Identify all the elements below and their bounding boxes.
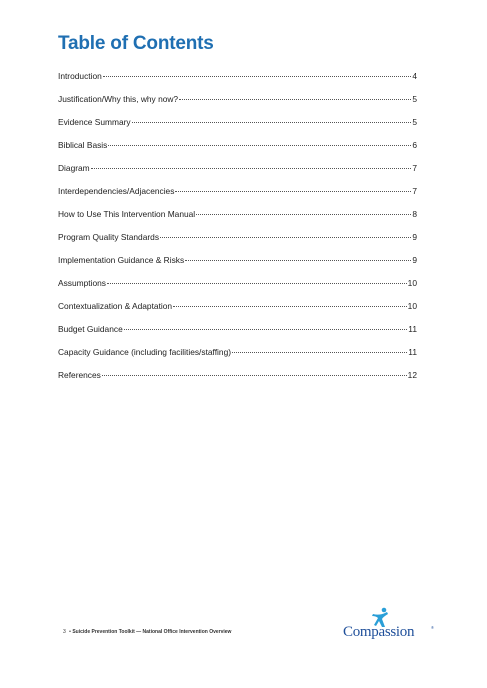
toc-entry-label: Diagram bbox=[58, 163, 90, 173]
toc-entry-label: Capacity Guidance (including facilities/staffing) bbox=[58, 347, 232, 357]
toc-entry-page: 5 bbox=[412, 94, 417, 104]
toc-entry-label: Biblical Basis bbox=[58, 140, 108, 150]
page-title: Table of Contents bbox=[58, 33, 214, 54]
toc-leader-dots bbox=[179, 98, 411, 100]
toc-entry-how-to-use[interactable] bbox=[58, 203, 417, 226]
toc-entry-contextualization[interactable] bbox=[58, 295, 417, 318]
toc-entry-page: 4 bbox=[412, 71, 417, 81]
toc-entry-page: 7 bbox=[412, 163, 417, 173]
toc-leader-dots bbox=[124, 328, 408, 330]
toc-entry-page: 11 bbox=[408, 347, 417, 357]
toc-entry-interdependencies[interactable] bbox=[58, 180, 417, 203]
toc-entry-program-quality-standards[interactable] bbox=[58, 226, 417, 249]
toc-entry-page: 12 bbox=[407, 370, 417, 380]
toc-entry-label: Budget Guidance bbox=[58, 324, 123, 334]
toc-entry-references[interactable] bbox=[58, 364, 417, 387]
footer-page-number: 3 bbox=[63, 629, 66, 635]
toc-entry-page: 9 bbox=[412, 255, 417, 265]
toc-entry-assumptions[interactable] bbox=[58, 272, 417, 295]
logo-wordmark: Compassion bbox=[343, 624, 415, 640]
footer-document-title: Suicide Prevention Toolkit — National Office Intervention Overview bbox=[72, 629, 232, 635]
toc-entry-label: Interdependencies/Adjacencies bbox=[58, 186, 175, 196]
toc-leader-dots bbox=[132, 121, 412, 123]
toc-leader-dots bbox=[175, 190, 411, 192]
toc-leader-dots bbox=[185, 259, 411, 261]
toc-entry-page: 8 bbox=[412, 209, 417, 219]
toc-entry-implementation-guidance[interactable] bbox=[58, 249, 417, 272]
toc-leader-dots bbox=[173, 305, 407, 307]
toc-entry-label: References bbox=[58, 370, 101, 380]
toc-leader-dots bbox=[107, 282, 407, 284]
toc-entry-page: 5 bbox=[412, 117, 417, 127]
toc-entry-biblical-basis[interactable] bbox=[58, 134, 417, 157]
toc-leader-dots bbox=[103, 75, 412, 77]
toc-entry-label: Program Quality Standards bbox=[58, 232, 160, 242]
logo-registered-mark: ® bbox=[431, 625, 434, 630]
toc-entry-label: How to Use This Intervention Manual bbox=[58, 209, 196, 219]
toc-entry-evidence-summary[interactable] bbox=[58, 111, 417, 134]
toc-entry-label: Implementation Guidance & Risks bbox=[58, 255, 185, 265]
toc-entry-page: 10 bbox=[407, 278, 417, 288]
toc-leader-dots bbox=[196, 213, 411, 215]
toc-leader-dots bbox=[232, 351, 407, 353]
toc-leader-dots bbox=[108, 144, 411, 146]
toc-leader-dots bbox=[91, 167, 412, 169]
toc-entry-page: 10 bbox=[407, 301, 417, 311]
compassion-logo bbox=[343, 607, 439, 643]
toc-entry-introduction[interactable] bbox=[58, 65, 417, 88]
toc-leader-dots bbox=[160, 236, 411, 238]
toc-entry-page: 9 bbox=[412, 232, 417, 242]
toc-entry-label: Evidence Summary bbox=[58, 117, 131, 127]
toc-entry-label: Introduction bbox=[58, 71, 102, 81]
toc-entry-label: Contextualization & Adaptation bbox=[58, 301, 173, 311]
toc-leader-dots bbox=[102, 374, 407, 376]
toc-entry-label: Assumptions bbox=[58, 278, 106, 288]
toc-entry-label: Justification/Why this, why now? bbox=[58, 94, 179, 104]
toc-entry-capacity-guidance[interactable] bbox=[58, 341, 417, 364]
toc-entry-page: 7 bbox=[412, 186, 417, 196]
table-of-contents bbox=[58, 65, 417, 387]
toc-entry-page: 6 bbox=[412, 140, 417, 150]
toc-entry-page: 11 bbox=[408, 324, 417, 334]
toc-entry-budget-guidance[interactable] bbox=[58, 318, 417, 341]
toc-entry-justification[interactable] bbox=[58, 88, 417, 111]
footer-separator: • bbox=[69, 629, 71, 635]
page-footer bbox=[63, 629, 231, 635]
toc-entry-diagram[interactable] bbox=[58, 157, 417, 180]
